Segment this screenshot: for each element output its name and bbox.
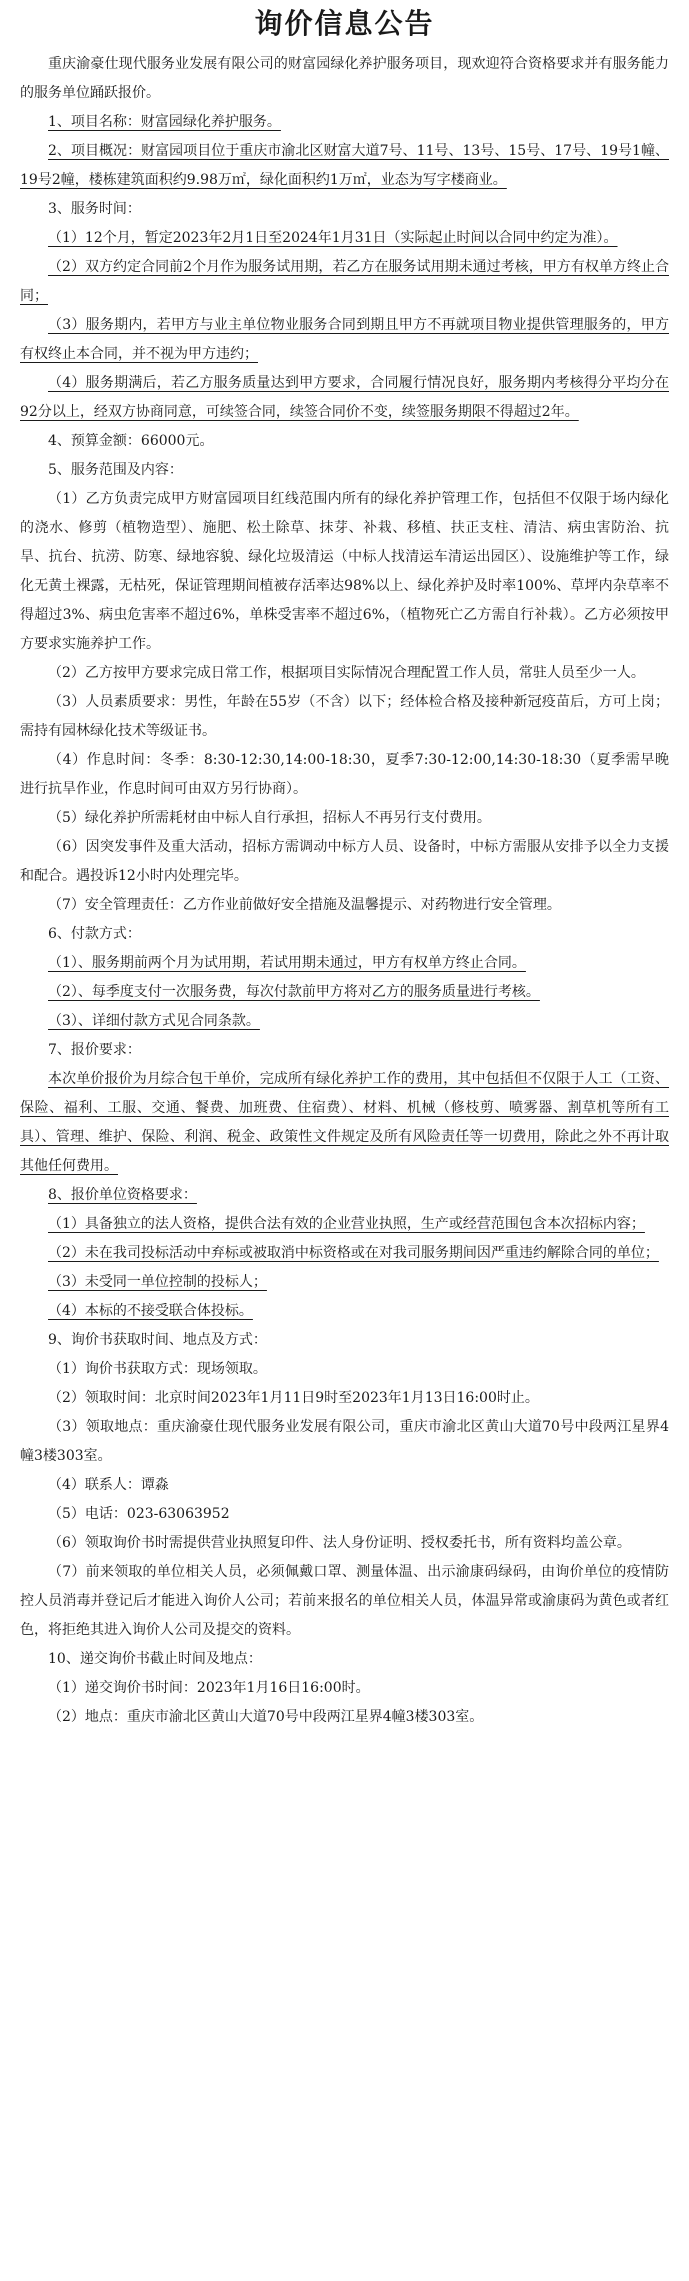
payment-item-2: （2）、每季度支付一次服务费，每次付款前甲方将对乙方的服务质量进行考核。 (48, 984, 540, 1000)
scope-item-2: （2）乙方按甲方要求完成日常工作，根据项目实际情况合理配置工作人员，常驻人员至少一人。 (48, 665, 645, 681)
submission-heading: 10、递交询价书截止时间及地点： (48, 1651, 262, 1667)
submission-time: （1）递交询价书时间：2023年1月16日16:00时。 (48, 1680, 370, 1696)
scope-item-7: （7）安全管理责任：乙方作业前做好安全措施及温馨提示、对药物进行安全管理。 (48, 897, 561, 913)
project-name: 1、项目名称：财富园绿化养护服务。 (48, 114, 281, 130)
intro-paragraph: 重庆渝豪仕现代服务业发展有限公司的财富园绿化养护服务项目，现欢迎符合资格要求并有服务能力的服务单位踊跃报价。 (20, 56, 669, 101)
scope-item-3: （3）人员素质要求：男性，年龄在55岁（不含）以下；经体检合格及接种新冠疫苗后，方可上岗；需持有园林绿化技术等级证书。 (20, 694, 669, 739)
qualification-item-4: （4）本标的不接受联合体投标。 (48, 1303, 253, 1319)
qualification-heading: 8、报价单位资格要求： (48, 1187, 197, 1203)
payment-item-1: （1）、服务期前两个月为试用期，若试用期未通过，甲方有权单方终止合同。 (48, 955, 526, 971)
scope-heading: 5、服务范围及内容： (48, 462, 183, 478)
announcement-title: 询价信息公告 (254, 7, 435, 40)
budget: 4、预算金额：66000元。 (48, 433, 214, 449)
obtain-method: （1）询价书获取方式：现场领取。 (48, 1361, 267, 1377)
obtain-location: （3）领取地点：重庆渝豪仕现代服务业发展有限公司，重庆市渝北区黄山大道70号中段两江星界4幢3楼303室。 (20, 1419, 669, 1464)
qualification-item-2: （2）未在我司投标活动中弃标或被取消中标资格或在对我司服务期间因严重违约解除合同的单位； (48, 1245, 659, 1261)
obtain-heading: 9、询价书获取时间、地点及方式： (48, 1332, 267, 1348)
service-time-heading: 3、服务时间： (48, 201, 141, 217)
obtain-time: （2）领取时间：北京时间2023年1月11日9时至2023年1月13日16:00时止。 (48, 1390, 539, 1406)
scope-item-6: （6）因突发事件及重大活动，招标方需调动中标方人员、设备时，中标方需服从安排予以全力支援和配合。遇投诉12小时内处理完毕。 (20, 839, 669, 884)
payment-heading: 6、付款方式： (48, 926, 141, 942)
contact-phone: （5）电话：023-63063952 (48, 1506, 230, 1522)
service-time-item-2: （2）双方约定合同前2个月作为服务试用期，若乙方在服务试用期未通过考核，甲方有权单方终止合同； (20, 259, 669, 304)
quote-requirements: 本次单价报价为月综合包干单价，完成所有绿化养护工作的费用，其中包括但不仅限于人工（工资、保险、福利、工服、交通、餐费、加班费、住宿费）、材料、机械（修枝剪、喷雾器、割草机等所有工具）、管理、维护、保险、利润、税金、政策性文件规定及所有风险责任等一切费用，除此之外不再计取其他任何费用。 (20, 1071, 669, 1174)
scope-item-1: （1）乙方负责完成甲方财富园项目红线范围内所有的绿化养护管理工作，包括但不仅限于场内绿化的浇水、修剪（植物造型）、施肥、松土除草、抹芽、补栽、移植、扶正支柱、清洁、病虫害防治、抗旱、抗台、抗涝、防寒、绿地容貌、绿化垃圾清运（中标人找清运车清运出园区）、设施维护等工作，绿化无黄土裸露，无枯死，保证管理期间植被存活率达98%以上、绿化养护及时率100%、草坪内杂草率不得超过3%、病虫危害率不超过6%，单株受害率不超过6%，（植物死亡乙方需自行补栽）。乙方必须按甲方要求实施养护工作。 (20, 491, 669, 652)
required-documents: （6）领取询价书时需提供营业执照复印件、法人身份证明、授权委托书，所有资料均盖公章。 (48, 1535, 631, 1551)
announcement-body (20, 50, 669, 1732)
service-time-item-4: （4）服务期满后，若乙方服务质量达到甲方要求，合同履行情况良好，服务期内考核得分平均分在92分以上，经双方协商同意，可续签合同，续签合同价不变，续签服务期限不得超过2年。 (20, 375, 669, 420)
epidemic-requirements: （7）前来领取的单位相关人员，必须佩戴口罩、测量体温、出示渝康码绿码，由询价单位的疫情防控人员消毒并登记后才能进入询价人公司；若前来报名的单位相关人员，体温异常或渝康码为黄色或者红色，将拒绝其进入询价人公司及提交的资料。 (20, 1564, 669, 1638)
payment-item-3: （3）、详细付款方式见合同条款。 (48, 1013, 260, 1029)
project-overview: 2、项目概况：财富园项目位于重庆市渝北区财富大道7号、11号、13号、15号、17号、19号1幢、19号2幢，楼栋建筑面积约9.98万㎡，绿化面积约1万㎡，业态为写字楼商业。 (20, 143, 669, 188)
qualification-item-1: （1）具备独立的法人资格，提供合法有效的企业营业执照，生产或经营范围包含本次招标内容； (48, 1216, 645, 1232)
qualification-item-3: （3）未受同一单位控制的投标人； (48, 1274, 267, 1290)
submission-location: （2）地点：重庆市渝北区黄山大道70号中段两江星界4幢3楼303室。 (48, 1709, 484, 1725)
scope-item-4: （4）作息时间：冬季：8:30-12:30,14:00-18:30，夏季7:30-12:00,14:30-18:30（夏季需早晚进行抗旱作业，作息时间可由双方另行协商）。 (20, 752, 669, 797)
scope-item-5: （5）绿化养护所需耗材由中标人自行承担，招标人不再另行支付费用。 (48, 810, 491, 826)
service-time-item-3: （3）服务期内，若甲方与业主单位物业服务合同到期且甲方不再就项目物业提供管理服务的，甲方有权终止本合同，并不视为甲方违约； (20, 317, 669, 362)
contact-person: （4）联系人：谭淼 (48, 1477, 169, 1493)
quote-heading: 7、报价要求： (48, 1042, 141, 1058)
announcement-page (0, 4, 689, 2281)
service-time-item-1: （1）12个月，暂定2023年2月1日至2024年1月31日（实际起止时间以合同中约定为准）。 (48, 230, 618, 246)
